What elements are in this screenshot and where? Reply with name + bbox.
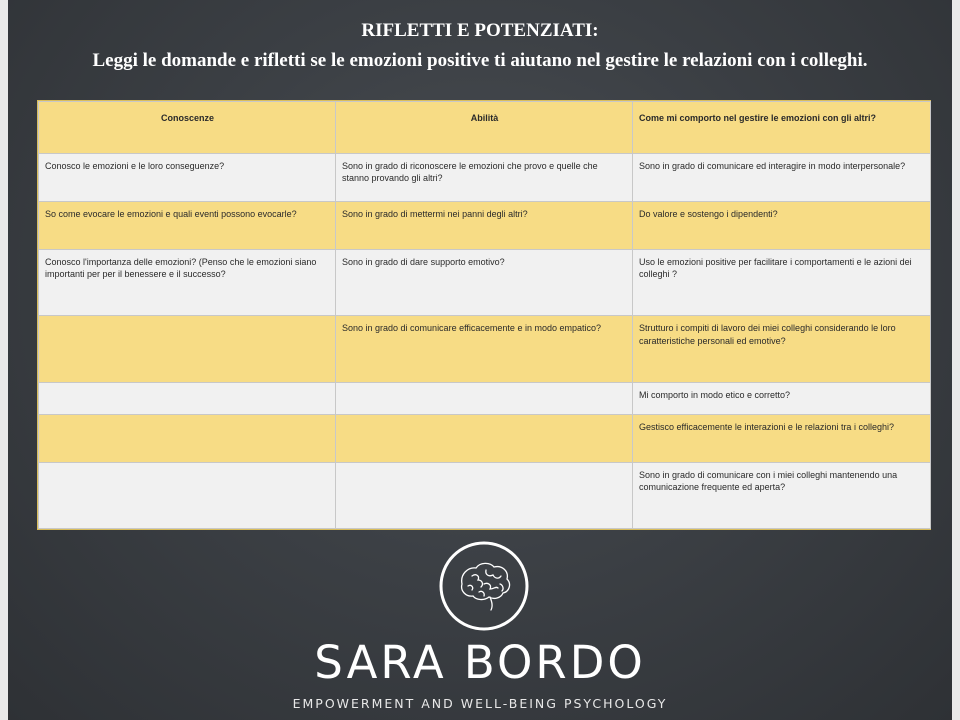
table-cell: Sono in grado di comunicare con i miei colleghi mantenendo una comunicazione frequente ed aperta?	[633, 462, 931, 528]
right-edge	[952, 0, 960, 720]
table-cell: Sono in grado di comunicare ed interagire in modo interpersonale?	[633, 154, 931, 202]
table-cell	[39, 382, 336, 414]
table-cell: Do valore e sostengo i dipendenti?	[633, 202, 931, 250]
table-row	[39, 414, 931, 462]
header-comportamento: Come mi comporto nel gestire le emozioni con gli altri?	[633, 102, 931, 154]
table-cell: Gestisco efficacemente le interazioni e le relazioni tra i colleghi?	[633, 414, 931, 462]
table-cell: Conosco l'importanza delle emozioni? (Penso che le emozioni siano importanti per per il benessere e il successo?	[39, 250, 336, 316]
table-cell	[336, 414, 633, 462]
brand-name: SARA BORDO	[314, 636, 646, 689]
table-cell: Uso le emozioni positive per facilitare i comportamenti e le azioni dei colleghi ?	[633, 250, 931, 316]
table-row	[39, 462, 931, 528]
brand-tagline: EMPOWERMENT AND WELL-BEING PSYCHOLOGY	[292, 696, 668, 711]
table-cell: So come evocare le emozioni e quali eventi possono evocarle?	[39, 202, 336, 250]
table-cell: Sono in grado di dare supporto emotivo?	[336, 250, 633, 316]
table-cell	[39, 414, 336, 462]
header-abilita: Abilità	[336, 102, 633, 154]
table-header-row	[39, 102, 931, 154]
header-conoscenze: Conoscenze	[39, 102, 336, 154]
table-cell: Conosco le emozioni e le loro conseguenze?	[39, 154, 336, 202]
table-cell: Strutturo i compiti di lavoro dei miei colleghi considerando le loro caratteristiche personali ed emotive?	[633, 316, 931, 382]
table-cell	[39, 462, 336, 528]
left-edge	[0, 0, 8, 720]
table-cell: Sono in grado di riconoscere le emozioni che provo e quelle che stanno provando gli altri?	[336, 154, 633, 202]
table-row	[39, 250, 931, 316]
table-row	[39, 154, 931, 202]
table-cell: Mi comporto in modo etico e corretto?	[633, 382, 931, 414]
table-cell: Sono in grado di comunicare efficacemente e in modo empatico?	[336, 316, 633, 382]
table-cell: Sono in grado di mettermi nei panni degli altri?	[336, 202, 633, 250]
table-cell	[336, 382, 633, 414]
slide-title: RIFLETTI E POTENZIATI:	[361, 20, 599, 41]
questions-table	[37, 100, 931, 530]
brain-icon	[438, 540, 530, 632]
slide-subtitle: Leggi le domande e rifletti se le emozioni positive ti aiutano nel gestire le relazioni con i colleghi.	[92, 50, 868, 71]
table-row	[39, 316, 931, 382]
table-cell	[39, 316, 336, 382]
table-row	[39, 382, 931, 414]
table-row	[39, 202, 931, 250]
table-cell	[336, 462, 633, 528]
